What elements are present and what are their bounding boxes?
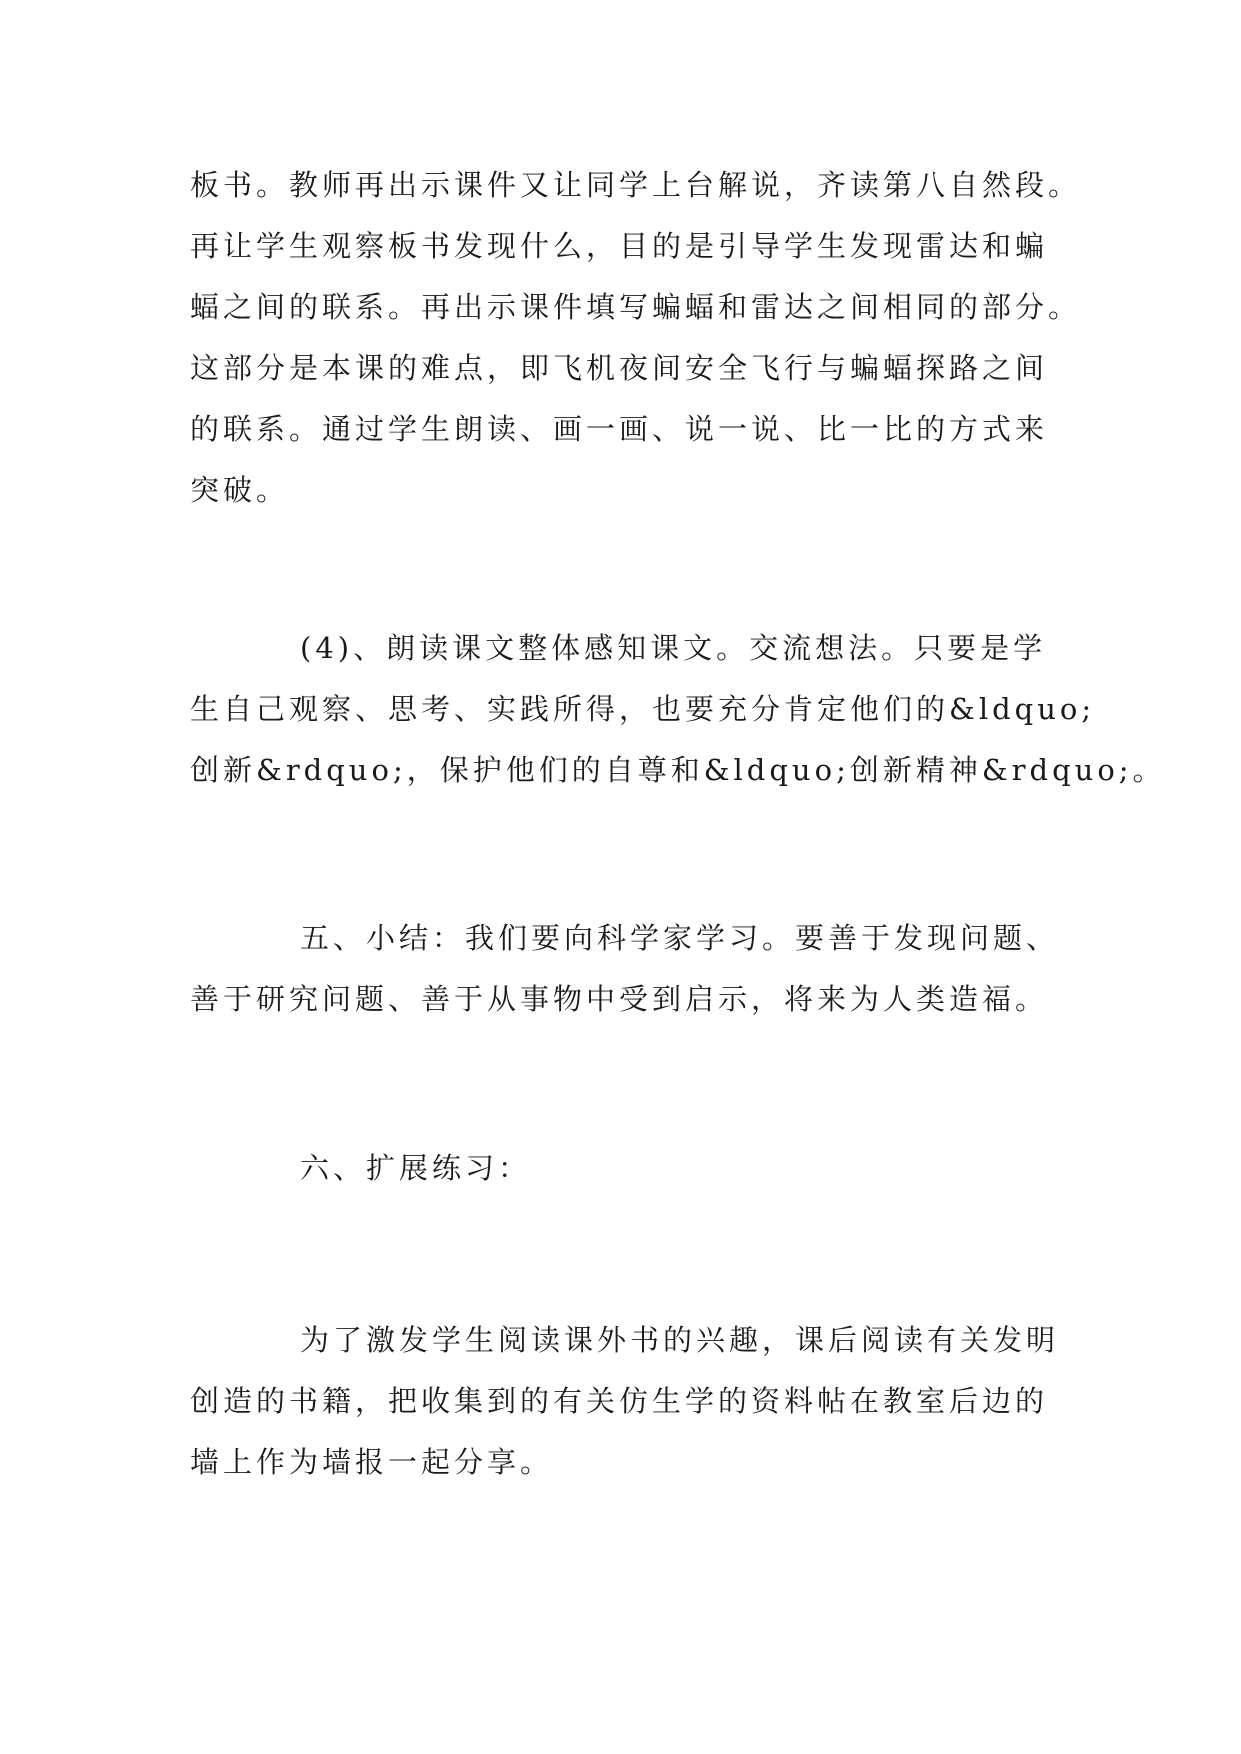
paragraph-1-line-2: 再让学生观察板书发现什么，目的是引导学生发现雷达和蝙 (190, 229, 1049, 263)
paragraph-5-line-3: 墙上作为墙报一起分享。 (190, 1445, 554, 1479)
paragraph-2-line-3: 创新&rdquo;，保护他们的自尊和&ldquo;创新精神&rdquo;。 (190, 753, 1166, 787)
paragraph-1-line-6: 突破。 (190, 473, 290, 507)
paragraph-1-line-3: 蝠之间的联系。再出示课件填写蝙蝠和雷达之间相同的部分。 (190, 290, 1082, 324)
section-heading-extension-exercise: 六、扩展练习： (300, 1151, 532, 1185)
paragraph-5-line-1: 为了激发学生阅读课外书的兴趣，课后阅读有关发明 (300, 1323, 1060, 1357)
paragraph-1-line-4: 这部分是本课的难点，即飞机夜间安全飞行与蝙蝠探路之间 (190, 351, 1049, 385)
paragraph-5-line-2: 创造的书籍，把收集到的有关仿生学的资料帖在教室后边的 (190, 1384, 1049, 1418)
paragraph-3-line-1: 五、小结：我们要向科学家学习。要善于发现问题、 (300, 921, 1060, 955)
paragraph-2-line-2: 生自己观察、思考、实践所得，也要充分肯定他们的&ldquo; (190, 692, 1096, 726)
paragraph-3-line-2: 善于研究问题、善于从事物中受到启示，将来为人类造福。 (190, 982, 1049, 1016)
paragraph-1-line-5: 的联系。通过学生朗读、画一画、说一说、比一比的方式来 (190, 412, 1049, 446)
paragraph-2-line-1: (4)、朗读课文整体感知课文。交流想法。只要是学 (300, 631, 1047, 665)
paragraph-1-line-1: 板书。教师再出示课件又让同学上台解说，齐读第八自然段。 (190, 168, 1082, 202)
